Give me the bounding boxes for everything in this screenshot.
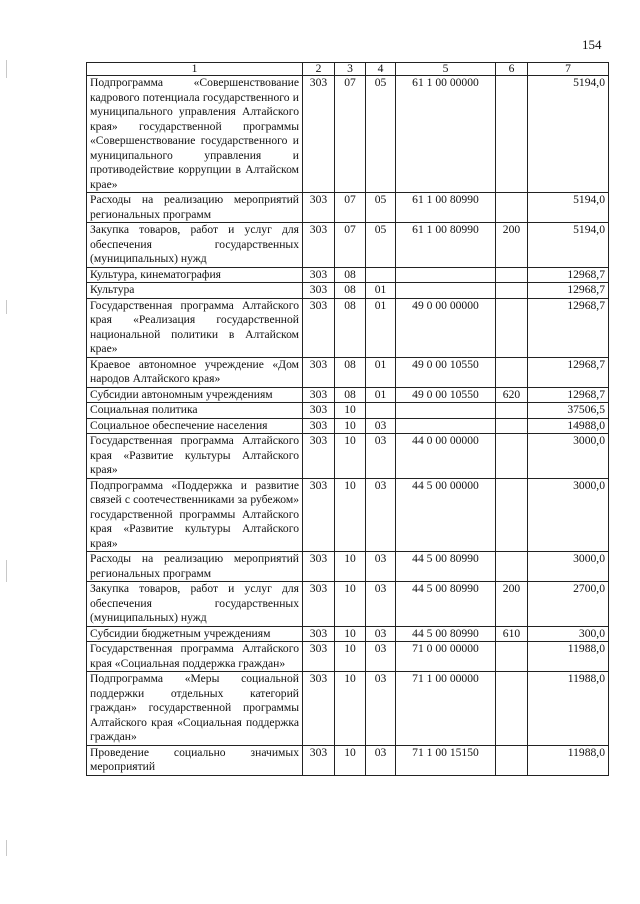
column-header: 6 bbox=[496, 63, 528, 76]
section-code: 10 bbox=[335, 626, 366, 642]
subsection-code: 03 bbox=[366, 745, 396, 775]
section-code: 10 bbox=[335, 582, 366, 627]
admin-code: 303 bbox=[303, 193, 335, 223]
target-article-code: 44 5 00 00000 bbox=[396, 478, 496, 552]
admin-code: 303 bbox=[303, 283, 335, 299]
admin-code: 303 bbox=[303, 76, 335, 193]
target-article-code: 61 1 00 80990 bbox=[396, 223, 496, 268]
section-code: 07 bbox=[335, 76, 366, 193]
subsection-code: 03 bbox=[366, 582, 396, 627]
amount: 12968,7 bbox=[528, 267, 609, 283]
section-code: 10 bbox=[335, 642, 366, 672]
target-article-code: 71 0 00 00000 bbox=[396, 642, 496, 672]
item-name: Государственная программа Алтайского края «Развитие культуры Алтайского края» bbox=[87, 434, 303, 479]
target-article-code bbox=[396, 267, 496, 283]
admin-code: 303 bbox=[303, 403, 335, 419]
amount: 12968,7 bbox=[528, 357, 609, 387]
subsection-code: 03 bbox=[366, 434, 396, 479]
section-code: 08 bbox=[335, 267, 366, 283]
item-name: Культура bbox=[87, 283, 303, 299]
target-article-code bbox=[396, 403, 496, 419]
scan-edge-mark bbox=[6, 840, 7, 856]
item-name: Субсидии автономным учреждениям bbox=[87, 387, 303, 403]
column-header: 5 bbox=[396, 63, 496, 76]
column-header: 7 bbox=[528, 63, 609, 76]
item-name: Краевое автономное учреждение «Дом народов Алтайского края» bbox=[87, 357, 303, 387]
amount: 11988,0 bbox=[528, 672, 609, 746]
item-name: Расходы на реализацию мероприятий региональных программ bbox=[87, 552, 303, 582]
expense-type-code bbox=[496, 76, 528, 193]
section-code: 08 bbox=[335, 283, 366, 299]
subsection-code: 01 bbox=[366, 357, 396, 387]
subsection-code bbox=[366, 403, 396, 419]
item-name: Подпрограмма «Меры социальной поддержки отдельных категорий граждан» государственной программы Алтайского края «Социальная поддержка граждан» bbox=[87, 672, 303, 746]
table-row bbox=[87, 357, 609, 387]
expense-type-code bbox=[496, 267, 528, 283]
table-row bbox=[87, 403, 609, 419]
admin-code: 303 bbox=[303, 745, 335, 775]
expense-type-code: 620 bbox=[496, 387, 528, 403]
item-name: Расходы на реализацию мероприятий региональных программ bbox=[87, 193, 303, 223]
table-row bbox=[87, 672, 609, 746]
expense-type-code bbox=[496, 552, 528, 582]
admin-code: 303 bbox=[303, 434, 335, 479]
expense-type-code bbox=[496, 298, 528, 357]
subsection-code: 01 bbox=[366, 283, 396, 299]
header-row bbox=[87, 63, 609, 76]
target-article-code: 49 0 00 10550 bbox=[396, 387, 496, 403]
amount: 5194,0 bbox=[528, 193, 609, 223]
amount: 3000,0 bbox=[528, 552, 609, 582]
item-name: Закупка товаров, работ и услуг для обеспечения государственных (муниципальных) нужд bbox=[87, 223, 303, 268]
table-row bbox=[87, 387, 609, 403]
section-code: 08 bbox=[335, 387, 366, 403]
table-row bbox=[87, 298, 609, 357]
expense-type-code bbox=[496, 283, 528, 299]
item-name: Государственная программа Алтайского края «Реализация государственной национальной политики в Алтайском крае» bbox=[87, 298, 303, 357]
table-row bbox=[87, 626, 609, 642]
section-code: 10 bbox=[335, 552, 366, 582]
target-article-code bbox=[396, 418, 496, 434]
expense-type-code bbox=[496, 403, 528, 419]
item-name: Культура, кинематография bbox=[87, 267, 303, 283]
column-header: 2 bbox=[303, 63, 335, 76]
expense-type-code bbox=[496, 745, 528, 775]
column-header: 1 bbox=[87, 63, 303, 76]
table-row bbox=[87, 283, 609, 299]
amount: 3000,0 bbox=[528, 434, 609, 479]
item-name: Подпрограмма «Совершенствование кадрового потенциала государственного и муниципального управления Алтайского края» государственной программы «Совершенствование государственного и муниципального управления и противодействие коррупции в Алтайском крае» bbox=[87, 76, 303, 193]
table-row bbox=[87, 582, 609, 627]
admin-code: 303 bbox=[303, 418, 335, 434]
item-name: Социальная политика bbox=[87, 403, 303, 419]
target-article-code: 49 0 00 00000 bbox=[396, 298, 496, 357]
section-code: 10 bbox=[335, 403, 366, 419]
amount: 5194,0 bbox=[528, 76, 609, 193]
admin-code: 303 bbox=[303, 582, 335, 627]
section-code: 10 bbox=[335, 672, 366, 746]
amount: 11988,0 bbox=[528, 642, 609, 672]
target-article-code: 71 1 00 00000 bbox=[396, 672, 496, 746]
admin-code: 303 bbox=[303, 642, 335, 672]
admin-code: 303 bbox=[303, 298, 335, 357]
subsection-code: 03 bbox=[366, 552, 396, 582]
admin-code: 303 bbox=[303, 478, 335, 552]
subsection-code: 01 bbox=[366, 298, 396, 357]
amount: 12968,7 bbox=[528, 283, 609, 299]
admin-code: 303 bbox=[303, 552, 335, 582]
target-article-code: 61 1 00 00000 bbox=[396, 76, 496, 193]
expense-type-code bbox=[496, 418, 528, 434]
section-code: 10 bbox=[335, 745, 366, 775]
subsection-code: 03 bbox=[366, 642, 396, 672]
amount: 2700,0 bbox=[528, 582, 609, 627]
subsection-code: 05 bbox=[366, 193, 396, 223]
admin-code: 303 bbox=[303, 357, 335, 387]
section-code: 10 bbox=[335, 418, 366, 434]
item-name: Государственная программа Алтайского края «Социальная поддержка граждан» bbox=[87, 642, 303, 672]
scan-edge-mark bbox=[6, 60, 7, 78]
amount: 14988,0 bbox=[528, 418, 609, 434]
expense-type-code bbox=[496, 478, 528, 552]
table-row bbox=[87, 478, 609, 552]
target-article-code: 71 1 00 15150 bbox=[396, 745, 496, 775]
subsection-code: 01 bbox=[366, 387, 396, 403]
expense-type-code bbox=[496, 642, 528, 672]
expense-type-code bbox=[496, 193, 528, 223]
scan-edge-mark bbox=[6, 300, 7, 314]
target-article-code: 44 5 00 80990 bbox=[396, 582, 496, 627]
target-article-code: 44 5 00 80990 bbox=[396, 552, 496, 582]
table-row bbox=[87, 267, 609, 283]
table-row bbox=[87, 745, 609, 775]
subsection-code: 05 bbox=[366, 223, 396, 268]
column-header: 4 bbox=[366, 63, 396, 76]
table-row bbox=[87, 552, 609, 582]
amount: 12968,7 bbox=[528, 387, 609, 403]
amount: 5194,0 bbox=[528, 223, 609, 268]
scan-edge-mark bbox=[6, 560, 7, 582]
table-row bbox=[87, 223, 609, 268]
amount: 11988,0 bbox=[528, 745, 609, 775]
budget-table bbox=[86, 62, 609, 776]
subsection-code: 03 bbox=[366, 626, 396, 642]
table-row bbox=[87, 193, 609, 223]
expense-type-code: 200 bbox=[496, 223, 528, 268]
admin-code: 303 bbox=[303, 387, 335, 403]
expense-type-code: 610 bbox=[496, 626, 528, 642]
target-article-code: 61 1 00 80990 bbox=[396, 193, 496, 223]
expense-type-code bbox=[496, 672, 528, 746]
subsection-code: 05 bbox=[366, 76, 396, 193]
table-row bbox=[87, 434, 609, 479]
section-code: 08 bbox=[335, 357, 366, 387]
subsection-code: 03 bbox=[366, 672, 396, 746]
item-name: Социальное обеспечение населения bbox=[87, 418, 303, 434]
section-code: 08 bbox=[335, 298, 366, 357]
section-code: 07 bbox=[335, 193, 366, 223]
expense-type-code: 200 bbox=[496, 582, 528, 627]
column-header: 3 bbox=[335, 63, 366, 76]
subsection-code bbox=[366, 267, 396, 283]
admin-code: 303 bbox=[303, 626, 335, 642]
amount: 37506,5 bbox=[528, 403, 609, 419]
expense-type-code bbox=[496, 434, 528, 479]
table-row bbox=[87, 76, 609, 193]
item-name: Закупка товаров, работ и услуг для обеспечения государственных (муниципальных) нужд bbox=[87, 582, 303, 627]
table-row bbox=[87, 642, 609, 672]
section-code: 10 bbox=[335, 434, 366, 479]
target-article-code bbox=[396, 283, 496, 299]
target-article-code: 44 5 00 80990 bbox=[396, 626, 496, 642]
subsection-code: 03 bbox=[366, 418, 396, 434]
target-article-code: 44 0 00 00000 bbox=[396, 434, 496, 479]
amount: 3000,0 bbox=[528, 478, 609, 552]
item-name: Проведение социально значимых мероприятий bbox=[87, 745, 303, 775]
page-number: 154 bbox=[582, 37, 602, 52]
amount: 12968,7 bbox=[528, 298, 609, 357]
table-row bbox=[87, 418, 609, 434]
target-article-code: 49 0 00 10550 bbox=[396, 357, 496, 387]
section-code: 10 bbox=[335, 478, 366, 552]
table-body bbox=[87, 76, 609, 776]
admin-code: 303 bbox=[303, 672, 335, 746]
item-name: Субсидии бюджетным учреждениям bbox=[87, 626, 303, 642]
item-name: Подпрограмма «Поддержка и развитие связей с соотечественниками за рубежом» государственной программы Алтайского края «Развитие культуры Алтайского края» bbox=[87, 478, 303, 552]
amount: 300,0 bbox=[528, 626, 609, 642]
expense-type-code bbox=[496, 357, 528, 387]
admin-code: 303 bbox=[303, 223, 335, 268]
admin-code: 303 bbox=[303, 267, 335, 283]
subsection-code: 03 bbox=[366, 478, 396, 552]
section-code: 07 bbox=[335, 223, 366, 268]
